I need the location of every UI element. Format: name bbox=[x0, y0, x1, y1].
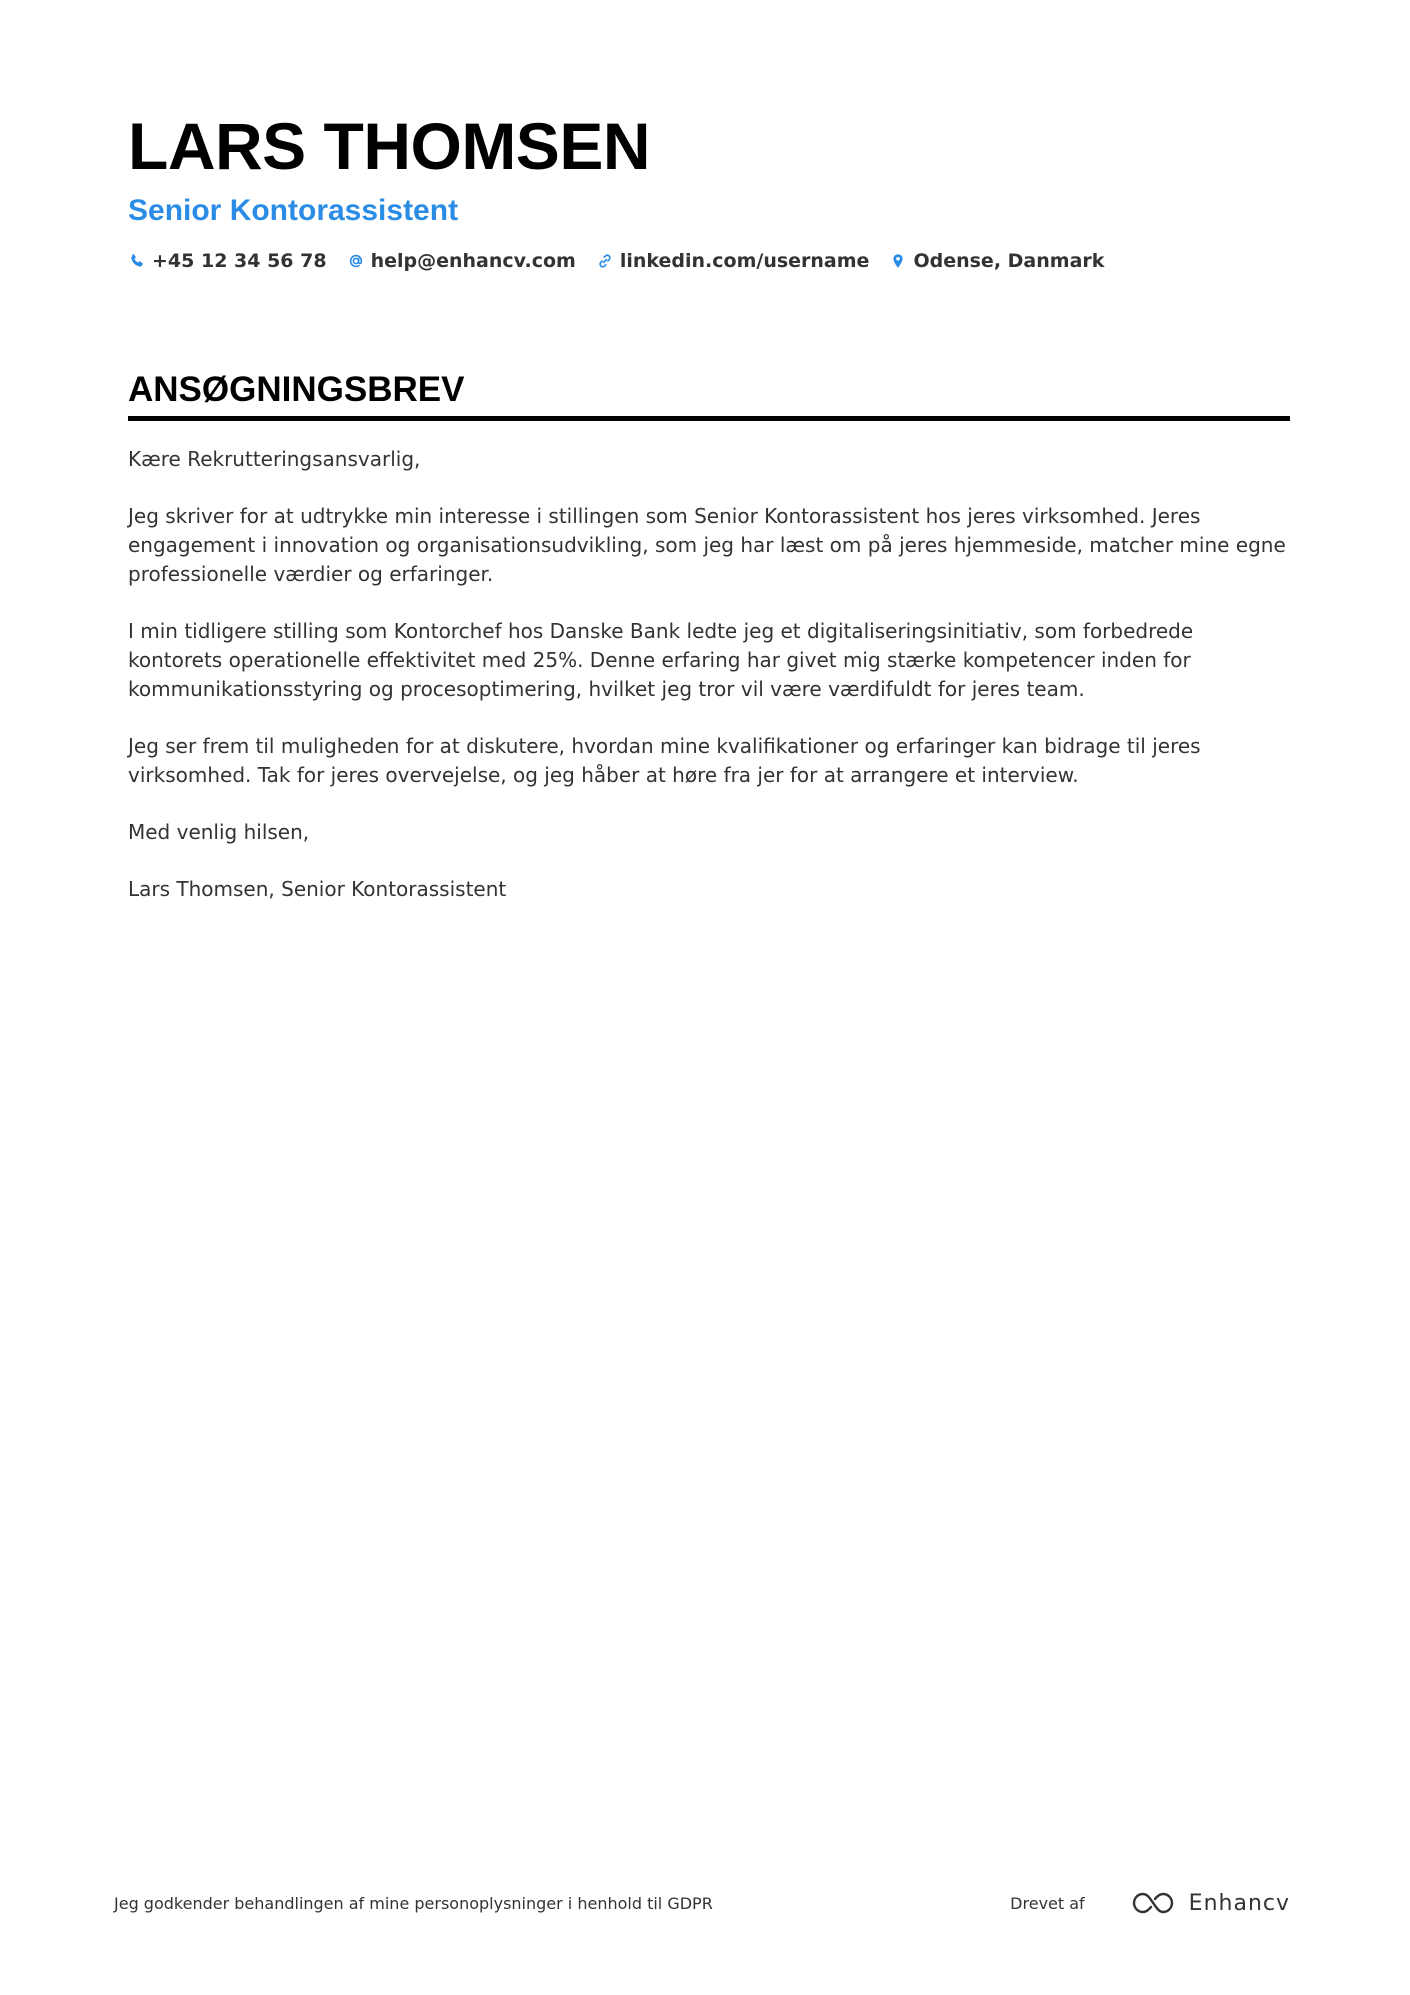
location-pin-icon bbox=[889, 252, 907, 270]
contact-email[interactable] bbox=[347, 250, 576, 272]
letter-paragraph: Jeg ser frem til muligheden for at diskutere, hvordan mine kvalifikationer og erfaringer kan bidrage til jeres virksomhed. Tak for jeres overvejelse, og jeg håber at høre fra jer for at arrangere et interview. bbox=[128, 734, 1201, 787]
enhancv-brand-link[interactable] bbox=[1131, 1890, 1290, 1916]
resume-header bbox=[128, 108, 1288, 272]
cover-letter-section bbox=[128, 368, 1290, 932]
letter-closing: Med venlig hilsen, bbox=[128, 820, 310, 844]
contact-linkedin-text: linkedin.com/username bbox=[619, 250, 870, 272]
letter-body bbox=[128, 445, 1290, 904]
contact-linkedin[interactable] bbox=[596, 250, 870, 272]
section-title: ANSØGNINGSBREV bbox=[128, 368, 1290, 421]
candidate-name: LARS THOMSEN bbox=[128, 109, 650, 183]
letter-greeting: Kære Rekrutteringsansvarlig, bbox=[128, 447, 421, 471]
contact-location-text: Odense, Danmark bbox=[913, 250, 1105, 272]
contact-location bbox=[889, 250, 1104, 272]
contact-email-text: help@enhancv.com bbox=[370, 250, 576, 272]
letter-signature: Lars Thomsen, Senior Kontorassistent bbox=[128, 877, 507, 901]
page-footer bbox=[114, 1890, 1290, 1922]
contact-phone-text: +45 12 34 56 78 bbox=[152, 250, 327, 272]
powered-by-label: Drevet af bbox=[1010, 1893, 1085, 1913]
phone-icon bbox=[128, 252, 146, 270]
enhancv-logo-icon bbox=[1131, 1890, 1177, 1916]
powered-by bbox=[1010, 1890, 1290, 1916]
candidate-title: Senior Kontorassistent bbox=[128, 194, 459, 227]
contact-phone bbox=[128, 250, 327, 272]
letter-paragraph: I min tidligere stilling som Kontorchef hos Danske Bank ledte jeg et digitaliseringsinitiativ, som forbedrede kontorets operationelle effektivitet med 25%. Denne erfaring har givet mig stærke kompetencer inden for kommunikationsstyring og procesoptimering, hvilket jeg tror vil være værdifuldt for jeres team. bbox=[128, 619, 1194, 701]
letter-paragraph: Jeg skriver for at udtrykke min interesse i stillingen som Senior Kontorassistent hos jeres virksomhed. Jeres engagement i innovation og organisationsudvikling, som jeg har læst om på jeres hjemmeside, matcher mine egne professionelle værdier og erfaringer. bbox=[128, 504, 1286, 586]
gdpr-consent-text: Jeg godkender behandlingen af mine personoplysninger i henhold til GDPR bbox=[114, 1894, 713, 1913]
contact-info bbox=[128, 250, 1288, 272]
at-icon bbox=[347, 252, 365, 270]
enhancv-brand-name: Enhancv bbox=[1188, 1890, 1290, 1916]
link-icon bbox=[596, 252, 614, 270]
